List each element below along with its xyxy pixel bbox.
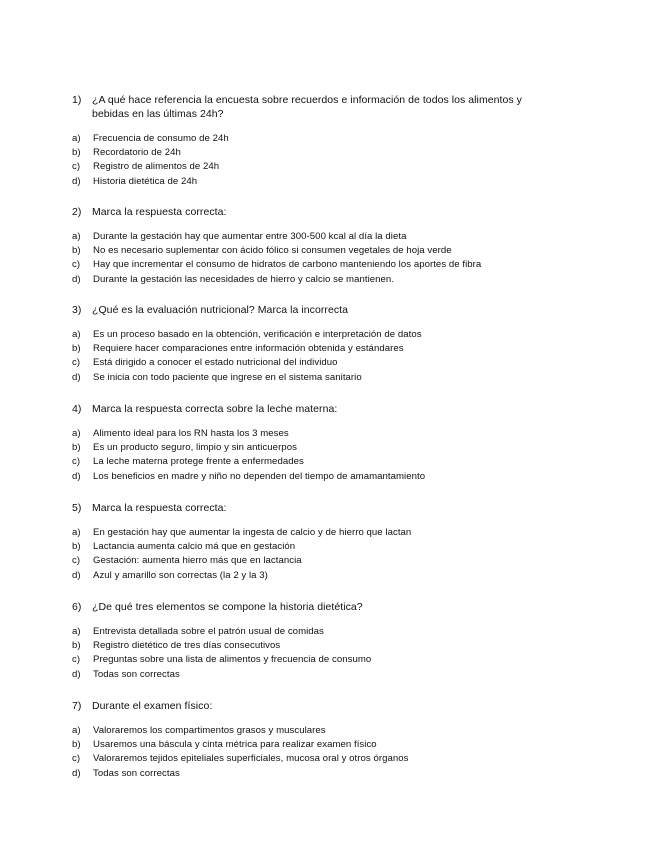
question-header [72, 303, 572, 317]
option-letter: b) [72, 442, 81, 454]
option-letter: a) [72, 626, 81, 637]
question-6 [72, 600, 572, 682]
option-item [72, 625, 572, 639]
option-text: Registro dietético de tres días consecutivos [93, 640, 281, 652]
question-header [72, 600, 572, 614]
option-item [72, 569, 572, 583]
option-letter: a) [72, 133, 81, 144]
question-header [72, 501, 572, 515]
question-header [72, 93, 572, 121]
option-text: Durante la gestación hay que aumentar entre 300-500 kcal al día la dieta [93, 231, 407, 242]
option-letter: b) [72, 343, 81, 355]
option-item [72, 738, 572, 752]
option-list [72, 427, 572, 484]
option-item [72, 639, 572, 653]
option-letter: b) [72, 640, 81, 652]
option-letter: d) [72, 470, 81, 482]
option-letter: d) [72, 767, 81, 779]
option-text: Durante la gestación las necesidades de hierro y calcio se mantienen. [93, 273, 395, 285]
option-text: Requiere hacer comparaciones entre información obtenida y estándares [93, 343, 404, 355]
question-number: 2) [72, 206, 82, 218]
option-item [72, 441, 572, 455]
option-text: Hay que incrementar el consumo de hidratos de carbono manteniendo los aportes de fibra [93, 259, 482, 271]
option-text: Entrevista detallada sobre el patrón usual de comidas [93, 626, 324, 637]
option-letter: a) [72, 329, 81, 340]
option-list [72, 625, 572, 682]
question-header [72, 205, 572, 219]
option-text: Todas son correctas [93, 767, 180, 779]
question-number: 5) [72, 502, 82, 514]
option-text: Registro de alimentos de 24h [93, 161, 220, 173]
option-list [72, 132, 572, 189]
option-letter: c) [72, 161, 81, 173]
option-letter: a) [72, 725, 81, 736]
option-text: Es un producto seguro, limpio y sin anticuerpos [93, 442, 297, 454]
option-text: Preguntas sobre una lista de alimentos y frecuencia de consumo [93, 654, 372, 666]
question-number: 6) [72, 601, 82, 613]
option-text: Valoraremos los compartimentos grasos y musculares [93, 725, 326, 736]
option-letter: b) [72, 739, 81, 751]
option-item [72, 328, 572, 342]
option-item [72, 342, 572, 356]
option-item [72, 356, 572, 370]
option-item [72, 258, 572, 272]
question-3 [72, 303, 572, 385]
option-item [72, 470, 572, 484]
option-letter: c) [72, 259, 81, 271]
option-letter: d) [72, 175, 81, 187]
option-item [72, 540, 572, 554]
option-letter: c) [72, 654, 81, 666]
option-list [72, 230, 572, 287]
option-letter: c) [72, 357, 81, 369]
question-1 [72, 93, 572, 189]
option-list [72, 724, 572, 781]
option-text: Valoraremos tejidos epiteliales superficiales, mucosa oral y otros órganos [93, 753, 409, 765]
question-7 [72, 699, 572, 781]
option-item [72, 132, 572, 146]
option-item [72, 175, 572, 189]
option-text: Se inicia con todo paciente que ingrese en el sistema sanitario [93, 371, 362, 383]
option-text: En gestación hay que aumentar la ingesta de calcio y de hierro que lactan [93, 527, 412, 538]
option-item [72, 371, 572, 385]
option-item [72, 244, 572, 258]
option-item [72, 668, 572, 682]
option-text: Recordatorio de 24h [93, 147, 181, 159]
option-text: Usaremos una báscula y cinta métrica para realizar examen físico [93, 739, 377, 751]
option-text: Los beneficios en madre y niño no dependen del tiempo de amamantamiento [93, 470, 426, 482]
question-number: 4) [72, 403, 82, 415]
option-item [72, 554, 572, 568]
question-2 [72, 205, 572, 287]
option-text: Es un proceso basado en la obtención, verificación e interpretación de datos [93, 329, 422, 340]
option-text: La leche materna protege frente a enfermedades [93, 456, 304, 468]
option-text: Todas son correctas [93, 668, 180, 680]
question-header [72, 402, 572, 416]
option-item [72, 455, 572, 469]
option-letter: a) [72, 231, 81, 242]
option-letter: d) [72, 668, 81, 680]
option-text: Azul y amarillo son correctas (la 2 y la 3) [93, 569, 268, 581]
option-text: Gestación: aumenta hierro más que en lactancia [93, 555, 302, 567]
option-text: Lactancia aumenta calcio má que en gestación [93, 541, 296, 553]
question-number: 1) [72, 94, 82, 106]
option-letter: a) [72, 428, 81, 439]
option-item [72, 160, 572, 174]
option-text: Alimento ideal para los RN hasta los 3 meses [93, 428, 289, 439]
question-number: 7) [72, 700, 82, 712]
option-letter: c) [72, 753, 81, 765]
question-text: ¿A qué hace referencia la encuesta sobre recuerdos e información de todos los alimentos y bebidas en las últimas 24h? [92, 94, 522, 120]
option-list [72, 526, 572, 583]
question-text: Marca la respuesta correcta: [92, 206, 227, 218]
option-item [72, 752, 572, 766]
question-text: ¿Qué es la evaluación nutricional? Marca la incorrecta [92, 304, 348, 316]
option-item [72, 724, 572, 738]
option-item [72, 767, 572, 781]
option-item [72, 273, 572, 287]
option-item [72, 526, 572, 540]
option-letter: c) [72, 555, 81, 567]
option-item [72, 146, 572, 160]
option-text: Historia dietética de 24h [93, 175, 198, 187]
option-letter: d) [72, 569, 81, 581]
question-header [72, 699, 572, 713]
option-item [72, 230, 572, 244]
option-letter: a) [72, 527, 81, 538]
question-text: Marca la respuesta correcta sobre la leche materna: [92, 403, 338, 415]
option-item [72, 653, 572, 667]
option-letter: b) [72, 541, 81, 553]
option-text: Frecuencia de consumo de 24h [93, 133, 229, 144]
option-item [72, 427, 572, 441]
question-number: 3) [72, 304, 82, 316]
question-4 [72, 402, 572, 484]
option-letter: d) [72, 273, 81, 285]
question-text: ¿De qué tres elementos se compone la historia dietética? [92, 601, 363, 613]
question-5 [72, 501, 572, 583]
question-text: Durante el examen físico: [92, 700, 213, 712]
option-letter: b) [72, 245, 81, 257]
option-list [72, 328, 572, 385]
option-letter: c) [72, 456, 81, 468]
question-text: Marca la respuesta correcta: [92, 502, 227, 514]
option-letter: d) [72, 371, 81, 383]
option-letter: b) [72, 147, 81, 159]
option-text: Está dirigido a conocer el estado nutricional del individuo [93, 357, 338, 369]
option-text: No es necesario suplementar con ácido fólico si consumen vegetales de hoja verde [93, 245, 452, 257]
